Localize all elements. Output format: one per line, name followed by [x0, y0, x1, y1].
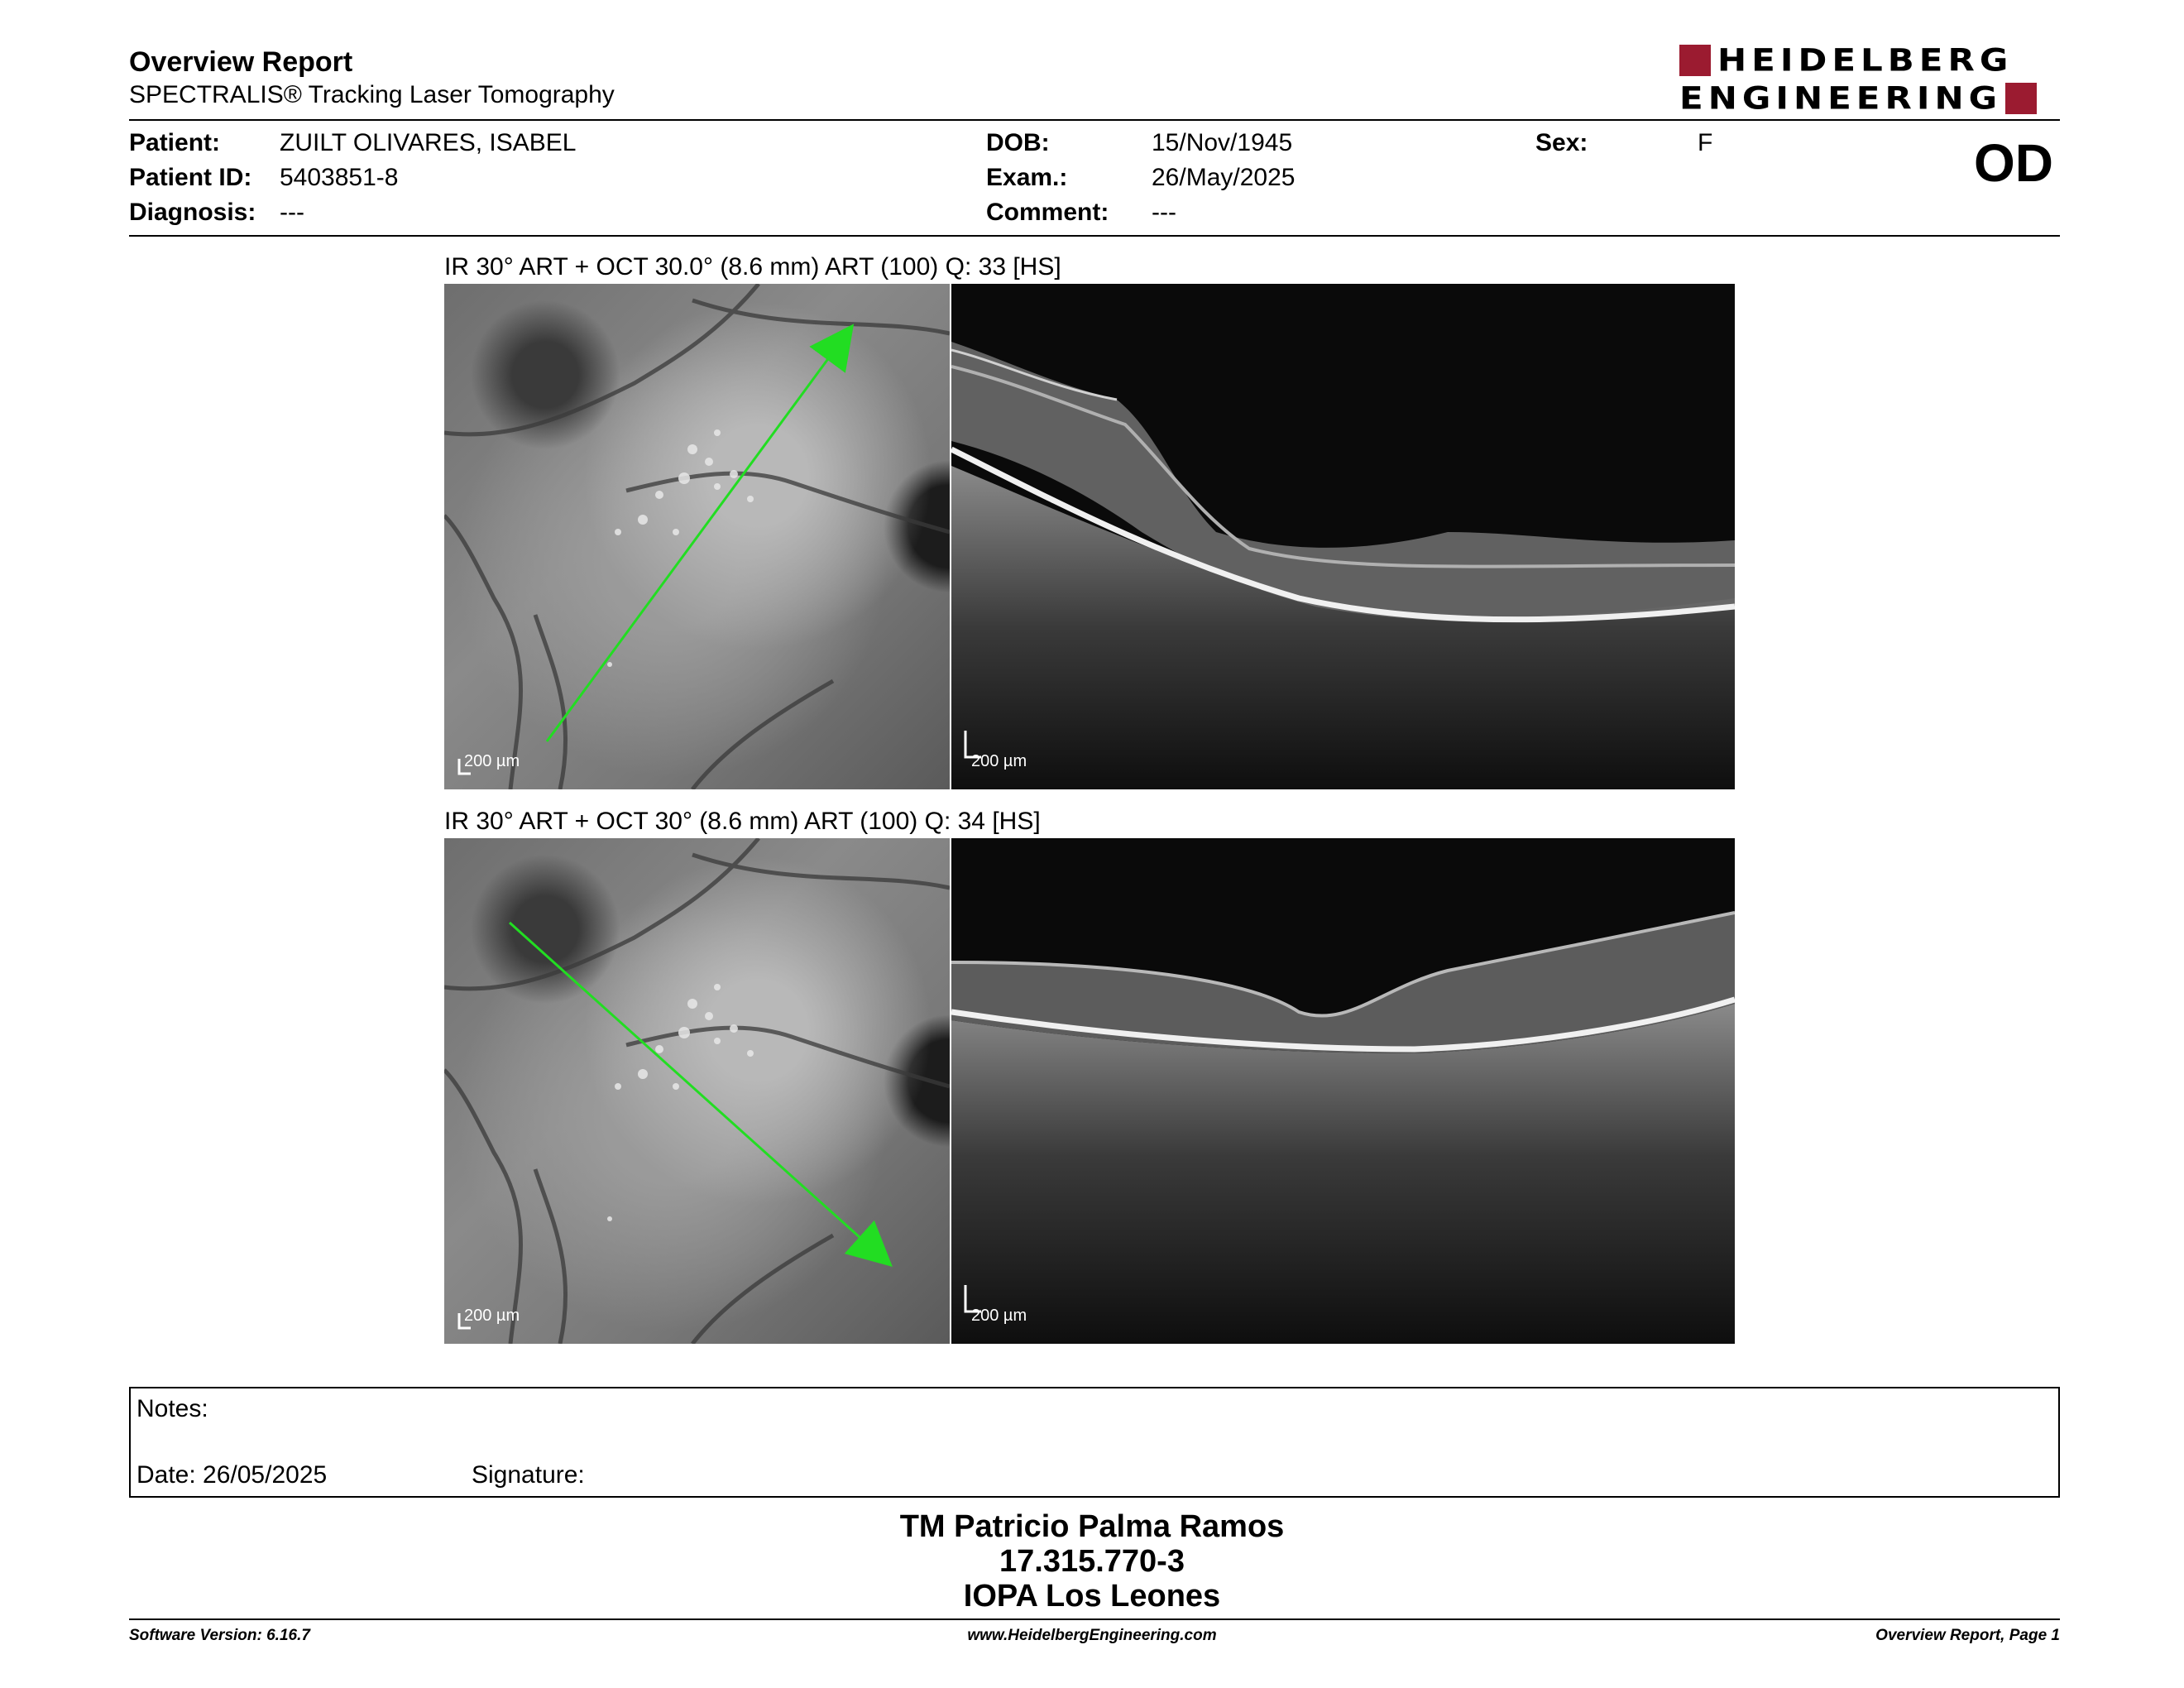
fundus-image-1 — [444, 284, 950, 789]
patient-id-label: Patient ID: — [129, 164, 252, 191]
oct-scale-label-1: 200 µm — [971, 752, 1027, 770]
patient-divider — [129, 235, 2060, 237]
signer-name: TM Patricio Palma Ramos — [899, 1509, 1285, 1544]
header-divider — [129, 119, 2060, 121]
patient-label: Patient: — [129, 129, 221, 156]
report-title: Overview Report — [129, 46, 353, 78]
dob-value: 15/Nov/1945 — [1152, 129, 1293, 156]
scan-caption-1: IR 30° ART + OCT 30.0° (8.6 mm) ART (100) Q: 33 [HS] — [444, 253, 1061, 281]
scan-line-2 — [444, 838, 950, 1344]
comment-label: Comment: — [986, 199, 1109, 226]
logo-square-icon — [2005, 83, 2037, 114]
fundus-scale-label-2: 200 µm — [464, 1307, 520, 1325]
signer-institution: IOPA Los Leones — [963, 1579, 1221, 1614]
comment-value: --- — [1152, 199, 1176, 226]
sex-label: Sex: — [1535, 129, 1588, 156]
page-indicator: Overview Report, Page 1 — [1875, 1627, 2060, 1644]
dob-label: DOB: — [986, 129, 1050, 156]
oct-layers-2 — [951, 838, 1735, 1344]
fundus-scale-label-1: 200 µm — [464, 752, 520, 770]
exam-value: 26/May/2025 — [1152, 164, 1296, 191]
oct-scale-label-2: 200 µm — [971, 1307, 1027, 1325]
scan-caption-2: IR 30° ART + OCT 30° (8.6 mm) ART (100) Q: 34 [HS] — [444, 808, 1041, 835]
logo-text-line2: ENGINEERING — [1679, 79, 2003, 117]
software-version: Software Version: 6.16.7 — [129, 1627, 310, 1644]
patient-id-value: 5403851-8 — [280, 164, 399, 191]
exam-label: Exam.: — [986, 164, 1068, 191]
website-link[interactable]: www.HeidelbergEngineering.com — [967, 1627, 1217, 1644]
logo-square-icon — [1679, 45, 1711, 76]
date-label: Date: 26/05/2025 — [136, 1461, 328, 1489]
footer-divider — [129, 1618, 2060, 1620]
report-subtitle: SPECTRALIS® Tracking Laser Tomography — [129, 81, 615, 108]
patient-name: ZUILT OLIVARES, ISABEL — [280, 129, 577, 156]
fundus-image-2 — [444, 838, 950, 1344]
notes-box — [129, 1387, 2060, 1498]
sex-value: F — [1698, 129, 1713, 156]
oct-bscan-1 — [951, 284, 1735, 789]
oct-bscan-2 — [951, 838, 1735, 1344]
logo-text-line1: HEIDELBERG — [1717, 41, 2014, 79]
scan-line-1 — [444, 284, 950, 789]
oct-layers-1 — [951, 284, 1735, 789]
signer-id: 17.315.770-3 — [999, 1544, 1185, 1579]
diagnosis-label: Diagnosis: — [129, 199, 256, 226]
heidelberg-logo — [1679, 41, 2062, 117]
diagnosis-value: --- — [280, 199, 304, 226]
signature-label: Signature: — [472, 1461, 585, 1489]
notes-label: Notes: — [136, 1395, 208, 1422]
eye-indicator: OD — [1974, 133, 2053, 193]
